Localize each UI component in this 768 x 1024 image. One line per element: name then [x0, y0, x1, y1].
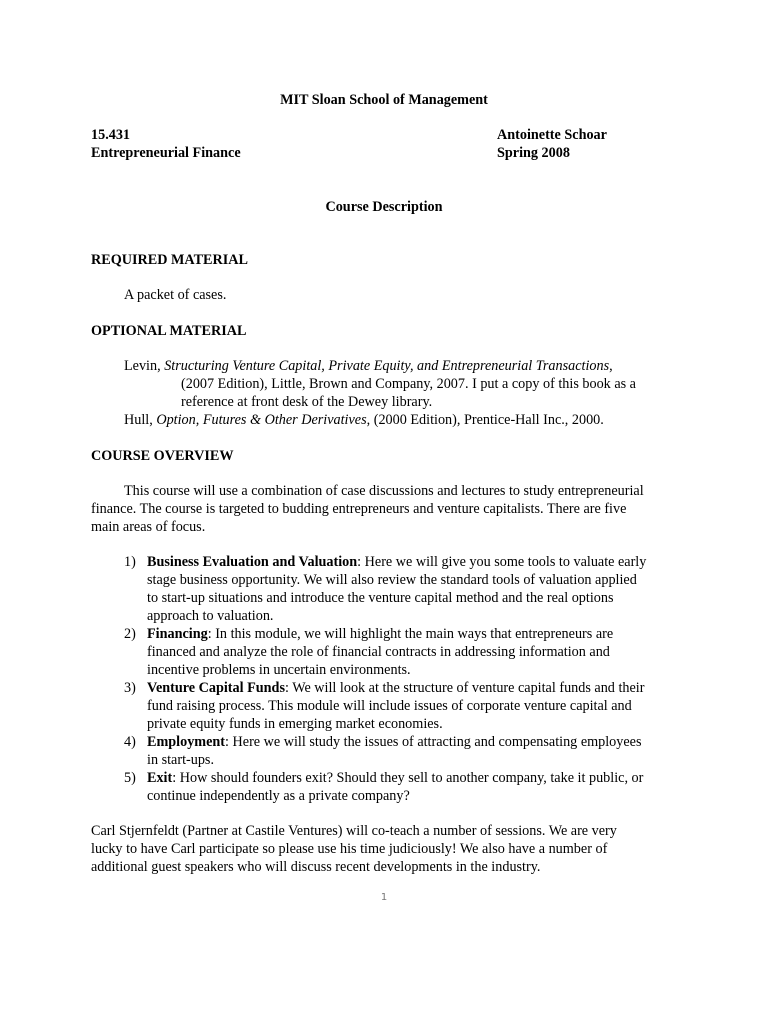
list-item-number: 5): [124, 770, 136, 786]
list-item-text: to start-up situations and introduce the venture capital method and the real options: [147, 590, 614, 606]
reference-author: Hull,: [124, 412, 157, 428]
overview-intro-line: main areas of focus.: [91, 519, 206, 535]
list-item-text: approach to valuation.: [147, 608, 274, 624]
list-item-number: 3): [124, 680, 136, 696]
list-item-text: : In this module, we will highlight the main ways that entrepreneurs are: [207, 626, 614, 642]
list-item-title: Business Evaluation and Valuation: [147, 554, 358, 570]
list-item-text: continue independently as a private company?: [147, 788, 410, 804]
list-item: [147, 679, 644, 697]
list-item-text: : Here we will give you some tools to valuate early: [357, 554, 647, 570]
optional-material-heading: OPTIONAL MATERIAL: [91, 323, 247, 339]
course-number: 15.431: [91, 127, 131, 143]
reference-title: Option, Futures & Other Derivatives: [156, 412, 367, 428]
course-name: Entrepreneurial Finance: [91, 145, 241, 161]
reference-punctuation: ,: [609, 358, 613, 374]
institution-name: MIT Sloan School of Management: [280, 92, 488, 108]
list-item-number: 4): [124, 734, 136, 750]
reference-title: Structuring Venture Capital, Private Equity, and Entrepreneurial Transactions: [164, 358, 610, 374]
overview-intro-line: This course will use a combination of case discussions and lectures to study entrepreneurial: [124, 483, 644, 499]
list-item-text: stage business opportunity. We will also review the standard tools of valuation applied: [147, 572, 637, 588]
list-item-title: Venture Capital Funds: [147, 680, 285, 696]
list-item-text: in start-ups.: [147, 752, 214, 768]
list-item-text: private equity funds in emerging market economies.: [147, 716, 443, 732]
list-item-text: : We will look at the structure of venture capital funds and their: [284, 680, 645, 696]
list-item-title: Employment: [147, 734, 226, 750]
overview-intro-line: finance. The course is targeted to budding entrepreneurs and venture capitalists. There are five: [91, 501, 627, 517]
page-number: 1: [380, 892, 388, 903]
list-item-title: Financing: [147, 626, 208, 642]
reference-author: Levin,: [124, 358, 165, 374]
list-item-title: Exit: [147, 770, 173, 786]
required-material-heading: REQUIRED MATERIAL: [91, 252, 248, 268]
optional-reference-1-line3: reference at front desk of the Dewey library.: [181, 394, 433, 410]
instructor-name: Antoinette Schoar: [497, 127, 607, 143]
list-item-text: : Here we will study the issues of attracting and compensating employees: [225, 734, 642, 750]
list-item-text: fund raising process. This module will include issues of corporate venture capital and: [147, 698, 632, 714]
required-material-body: A packet of cases.: [124, 287, 227, 303]
course-term: Spring 2008: [497, 145, 570, 161]
optional-reference-2: [124, 411, 604, 429]
closing-paragraph-line: Carl Stjernfeldt (Partner at Castile Ventures) will co-teach a number of sessions. We are very: [91, 823, 617, 839]
list-item: [147, 769, 643, 787]
list-item-number: 1): [124, 554, 136, 570]
list-item-text: incentive problems in uncertain environments.: [147, 662, 411, 678]
list-item: [147, 733, 641, 751]
list-item: [147, 553, 646, 571]
list-item-text: financed and analyze the role of financial contracts in addressing information and: [147, 644, 610, 660]
course-overview-heading: COURSE OVERVIEW: [91, 448, 234, 464]
list-item-text: : How should founders exit? Should they sell to another company, take it public, or: [172, 770, 644, 786]
document-title: Course Description: [325, 199, 443, 215]
closing-paragraph-line: additional guest speakers who will discuss recent developments in the industry.: [91, 859, 541, 875]
list-item-number: 2): [124, 626, 136, 642]
optional-reference-1: [124, 357, 613, 375]
list-item: [147, 625, 613, 643]
closing-paragraph-line: lucky to have Carl participate so please use his time judiciously! We also have a number of: [91, 841, 608, 857]
optional-reference-1-line2: (2007 Edition), Little, Brown and Company, 2007. I put a copy of this book as a: [181, 376, 636, 392]
reference-details: , (2000 Edition), Prentice-Hall Inc., 2000.: [366, 412, 604, 428]
